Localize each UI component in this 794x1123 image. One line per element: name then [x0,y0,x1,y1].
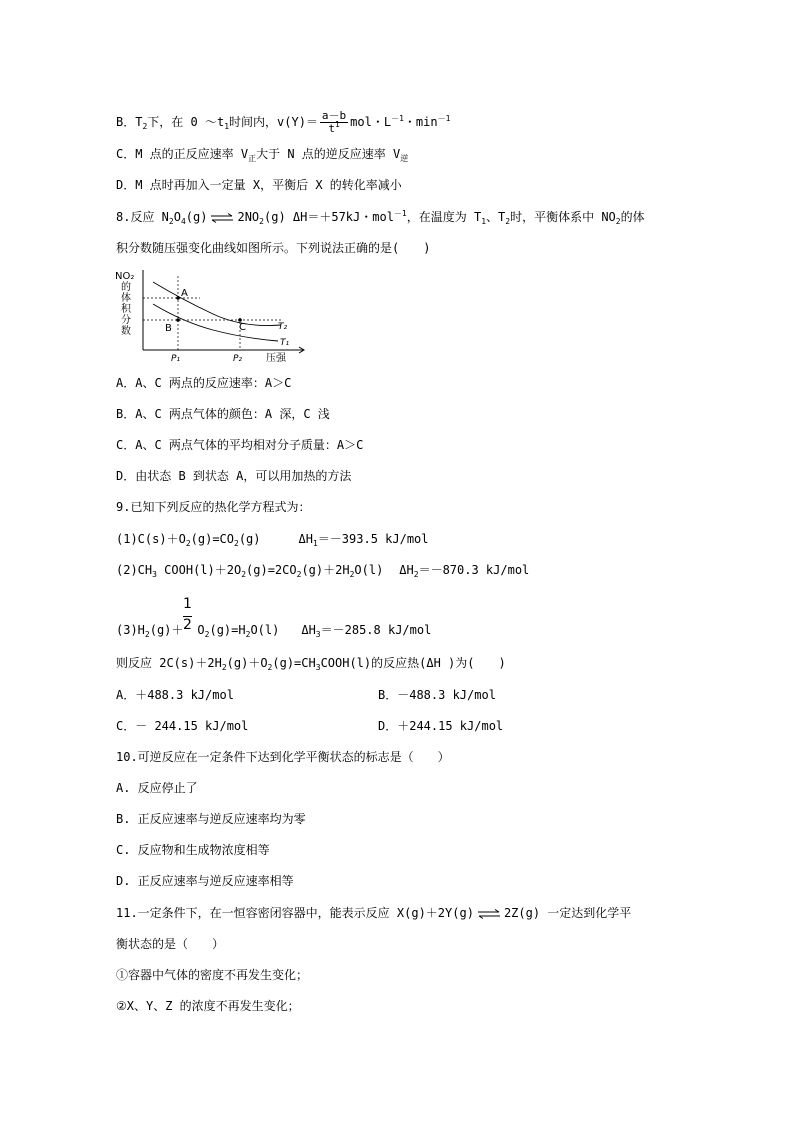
y-label-line: 的 [121,282,131,293]
curve-t2 [153,282,281,326]
q8-option-c: C．A、C 两点气体的平均相对分子质量：A＞C [116,438,364,452]
q11-stem-line1: 11.一定条件下，在一恒容密闭容器中，能表示反应 X(g)＋2Y(g) 2Z(g) 一定达到化学平 [116,906,632,920]
no2-volume-fraction-chart [113,268,308,363]
q8-option-b: B．A、C 两点气体的颜色：A 深，C 浅 [116,407,330,421]
q10-option-d: D. 正反应速率与逆反应速率相等 [116,874,294,888]
q10-option-b: B. 正反应速率与逆反应速率均为零 [116,812,306,826]
point-a [176,296,180,300]
q9-question: 则反应 $2C(s)+2H_2(g)+O_2(g)=CH_3COOH(l)$的反应热(ΔH )为( ) [116,656,506,672]
series-label-t2: T₂ [278,322,288,332]
q9-option-a: A．＋488.3 kJ/mol [116,688,234,702]
q9-eq2: $(2)CH_3$ $COOH(l)+2O_2(g)=2CO_2(g)+2H_2O(l)$ $\Delta H_2=-870.3$ kJ/mol [116,563,530,579]
q7-option-c: C．M 点的正反应速率 $V_正$大于 N 点的逆反应速率 $V_逆$ [116,147,409,163]
series-label-t1: T₁ [280,338,290,348]
y-label-line: 体 [121,293,131,304]
q7-option-d: D．M 点时再加入一定量 X，平衡后 X 的转化率减小 [116,178,402,192]
half-fraction: 1 2 [183,596,192,633]
x-tick-p1: P₁ [171,354,181,363]
q8-option-d: D．由状态 B 到状态 A，可以用加热的方法 [116,469,352,483]
equilibrium-arrow-icon [477,909,501,919]
q9-option-b: B．－488.3 kJ/mol [378,688,496,702]
y-label-line: 积 [121,304,131,315]
y-label-line: 分 [121,315,131,326]
q8-stem-line2: 积分数随压强变化曲线如图所示。下列说法正确的是( ) [116,241,431,255]
q11-stem-line2: 衡状态的是（ ） [116,937,225,951]
x-tick-p2: P₂ [233,354,243,363]
q9-title: 9.已知下列反应的热化学方程式为： [116,500,311,514]
y-label-line: 数 [121,326,131,337]
q8-stem-line1: 8.反应 $N_2O_4(g)$ $2NO_2(g)$ ΔH＝＋57kJ・mol$^{-1}$，在温度为 $T_1$、$T_2$时，平衡体系中 $NO_2$的体 [116,209,645,226]
q10-title: 10.可逆反应在一定条件下达到化学平衡状态的标志是（ ） [116,750,450,764]
q9-option-c: C．－ 244.15 kJ/mol [116,719,249,733]
point-label-b: B [165,323,172,334]
q9-eq3: $(3)H_2(g)+ O_2(g)=H_2O(l)$ $\Delta H_3=-285.8$ kJ/mol [116,623,432,639]
q9-eq1: $(1)C(s)+O_2(g)=CO_2(g)$ $\Delta H_1=-393.5$ kJ/mol [116,532,429,548]
point-b [176,318,180,322]
rate-fraction: $\frac{a-b}{t^1}$ [321,109,347,135]
q10-option-a: A. 反应停止了 [116,781,198,795]
q8-option-a: A．A、C 两点的反应速率：A＞C [116,376,292,390]
q11-item-1: ①容器中气体的密度不再发生变化； [116,968,309,982]
x-axis-label: 压强 [266,353,286,363]
q7-option-b: B．$T_2$下，在 0 $\sim t_1$时间内，v(Y)＝ $\frac{a-b}{t^1}$ mol・$L^{-1}$・$\min^{-1}$ [116,109,451,135]
equilibrium-arrow-icon [210,213,234,223]
q10-option-c: C. 反应物和生成物浓度相等 [116,843,270,857]
q11-item-2: ②X、Y、Z 的浓度不再发生变化； [116,999,300,1013]
point-label-c: C [239,322,246,333]
point-label-a: A [181,288,188,299]
y-label-line: NO₂ [115,271,135,282]
q9-option-d: D．＋244.15 kJ/mol [378,719,504,733]
